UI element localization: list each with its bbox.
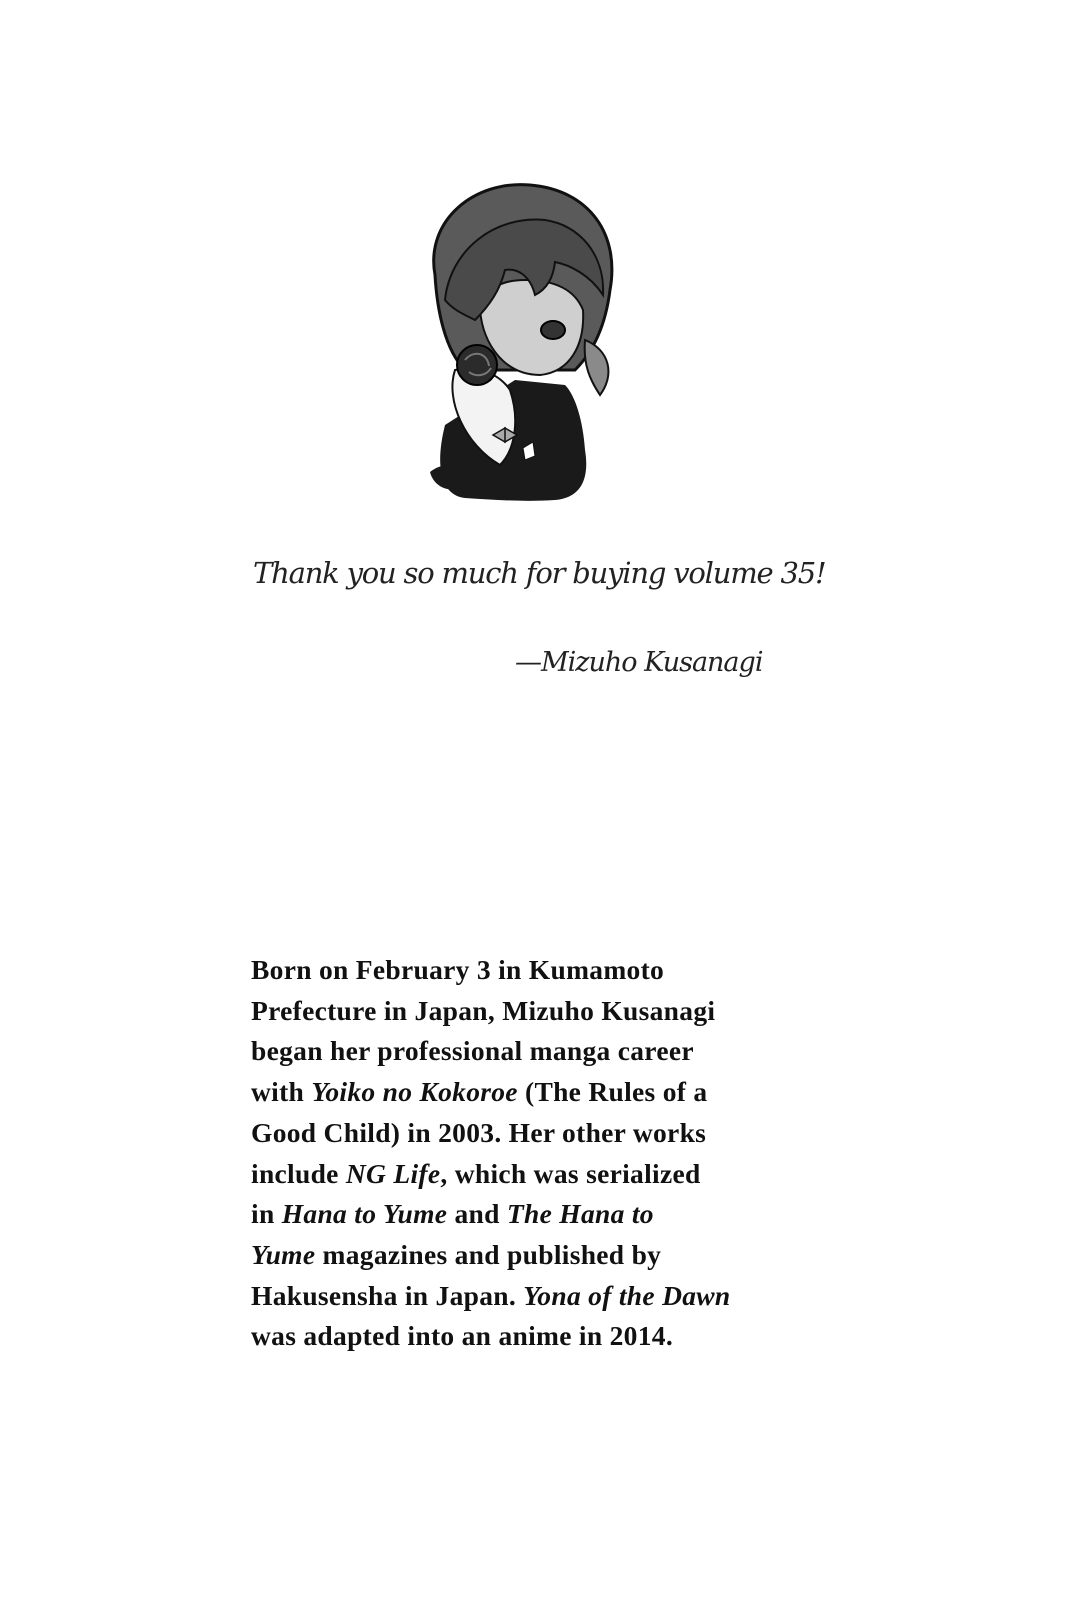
magazine-title: Yume xyxy=(251,1238,316,1270)
work-title: Yoiko no Kokoroe xyxy=(311,1076,518,1108)
thank-you-message: Thank you so much for buying volume 35! xyxy=(253,556,826,590)
rose xyxy=(457,345,497,385)
bio-line: began her professional manga career xyxy=(251,1035,694,1067)
bio-line: Yume magazines and published by xyxy=(251,1238,662,1270)
eye xyxy=(541,321,565,339)
chibi-author-with-rose-icon xyxy=(405,180,660,515)
magazine-title: The Hana to xyxy=(506,1198,654,1230)
bio-line: include NG Life, which was serialized xyxy=(251,1157,701,1189)
bio-line: was adapted into an anime in 2014. xyxy=(251,1320,674,1352)
author-biography xyxy=(251,950,851,1357)
bio-line: in Hana to Yume and The Hana to xyxy=(251,1198,654,1230)
work-title: Yona of the Dawn xyxy=(523,1279,731,1311)
magazine-title: Hana to Yume xyxy=(281,1198,448,1230)
bio-line: Hakusensha in Japan. Yona of the Dawn xyxy=(251,1279,731,1311)
bio-line: with Yoiko no Kokoroe (The Rules of a xyxy=(251,1076,708,1108)
bio-line: Prefecture in Japan, Mizuho Kusanagi xyxy=(251,994,716,1026)
work-title: NG Life xyxy=(345,1157,441,1189)
author-signature: —Mizuho Kusanagi xyxy=(515,647,763,678)
hair-ribbon xyxy=(585,340,609,395)
bio-line: Good Child) in 2003. Her other works xyxy=(251,1116,707,1148)
bio-line: Born on February 3 in Kumamoto xyxy=(251,954,665,985)
